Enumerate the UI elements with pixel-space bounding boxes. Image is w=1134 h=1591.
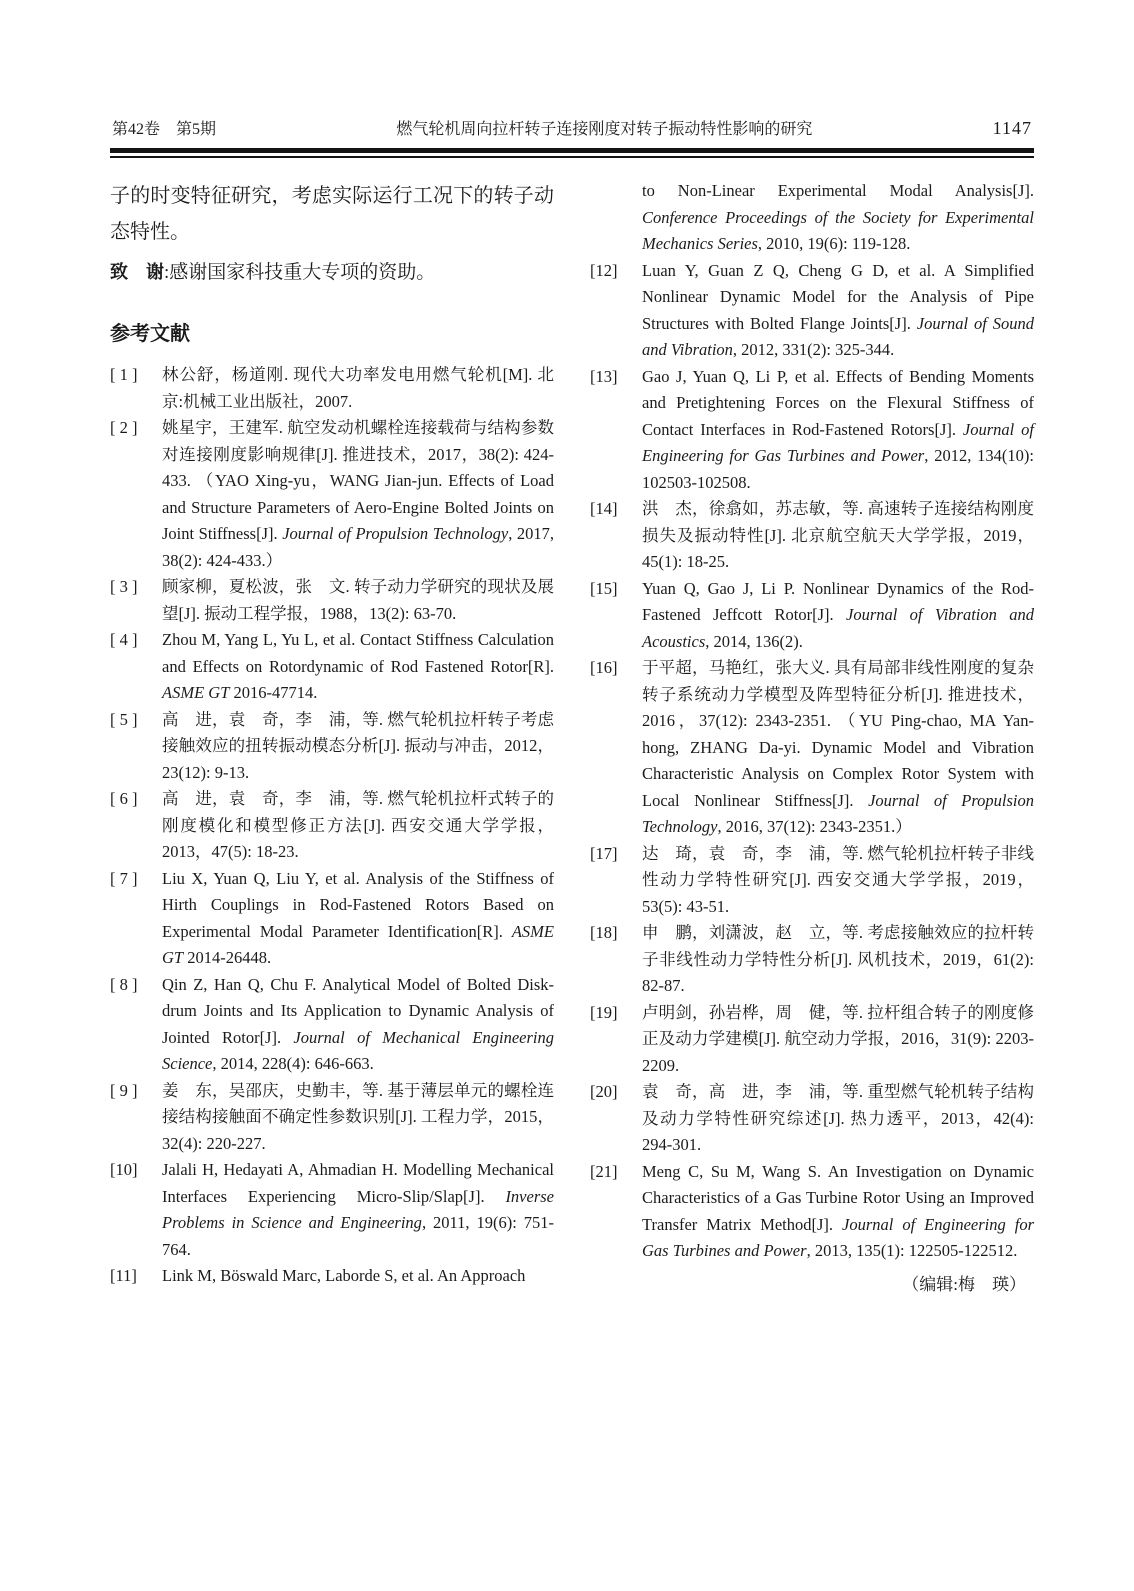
reference-label: [21] <box>590 1161 618 1181</box>
reference-text: Link M, Böswald Marc, Laborde S, et al. An Approach <box>162 1266 526 1285</box>
reference-text: 于平超，马艳红，张大义. 具有局部非线性刚度的复杂转子系统动力学模型及阵型特征分析[J]. 推进技术，2016，37(12): 2343-2351. （YU Ping-chao, MA Yan-hong, ZHANG Da-yi. Dynamic Model and Vibration Characteristic Analysis on Complex Rotor System with Local Nonlinear Stiffness[J]. Journal of Propulsion Technology, 2016, 37(12): 2343-2351.） <box>642 658 1034 836</box>
body-paragraph: 子的时变特征研究，考虑实际运行工况下的转子动态特性。 <box>110 185 554 243</box>
two-column-body <box>110 178 1034 1298</box>
reference-label: [ 8 ] <box>110 974 138 994</box>
reference-text: Jalali H, Hedayati A, Ahmadian H. Modelling Mechanical Interfaces Experiencing Micro-Slip/Slap[J]. Inverse Problems in Science and Engineering, 2011, 19(6): 751-764. <box>162 1160 554 1259</box>
reference-text: 高 进，袁 奇，李 浦，等. 燃气轮机拉杆转子考虑接触效应的扭转振动模态分析[J]. 振动与冲击，2012，23(12): 9-13. <box>162 709 554 782</box>
reference-label <box>590 178 642 258</box>
reference-label: [ 3 ] <box>110 577 138 596</box>
reference-label: [ 7 ] <box>110 868 138 888</box>
acknowledgement <box>110 254 554 291</box>
reference-item <box>590 576 1034 656</box>
reference-text: Yuan Q, Gao J, Li P. Nonlinear Dynamics of the Rod-Fastened Jeffcott Rotor[J]. Journal of Vibration and Acoustics, 2014, 136(2). <box>642 578 1034 651</box>
reference-text: 卢明剑，孙岩桦，周 健，等. 拉杆组合转子的刚度修正及动力学建模[J]. 航空动力学报，2016，31(9): 2203-2209. <box>642 1002 1034 1075</box>
reference-label: [18] <box>590 923 618 942</box>
reference-text: Liu X, Yuan Q, Liu Y, et al. Analysis of the Stiffness of Hirth Couplings in Rod-Fastened Rotors Based on Experimental Modal Parameter Identification[R]. ASME GT 2014-26448. <box>162 868 554 967</box>
running-title: 燃气轮机周向拉杆转子连接刚度对转子振动特性影响的研究 <box>396 121 813 138</box>
reference-text: 高 进，袁 奇，李 浦，等. 燃气轮机拉杆式转子的刚度模化和模型修正方法[J]. 西安交通大学学报，2013，47(5): 18-23. <box>162 789 554 861</box>
reference-text: 姜 东，吴邵庆，史勤丰，等. 基于薄层单元的螺栓连接结构接触面不确定性参数识别[J]. 工程力学，2015，32(4): 220-227. <box>162 1080 554 1153</box>
reference-label: [20] <box>590 1082 618 1101</box>
reference-label: [ 4 ] <box>110 630 138 649</box>
reference-text: Qin Z, Han Q, Chu F. Analytical Model of Bolted Disk-drum Joints and Its Application to Dynamic Analysis of Jointed Rotor[J]. Journal of Mechanical Engineering Science, 2014, 228(4): 646-663. <box>162 974 554 1073</box>
references-heading: 参考文献 <box>110 323 190 345</box>
reference-item <box>110 1263 554 1290</box>
acknowledgement-label: 致 谢 <box>110 262 164 282</box>
reference-text: Luan Y, Guan Z Q, Cheng G D, et al. A Simplified Nonlinear Dynamic Model for the Analysis of Pipe Structures with Bolted Flange Joints[J]. Journal of Sound and Vibration, 2012, 331(2): 325-344. <box>642 260 1034 359</box>
reference-item <box>110 707 554 787</box>
reference-label: [ 9 ] <box>110 1080 138 1100</box>
reference-item <box>590 1159 1034 1265</box>
reference-item <box>590 655 1034 841</box>
reference-text: 达 琦，袁 奇，李 浦，等. 燃气轮机拉杆转子非线性动力学特性研究[J]. 西安交通大学学报，2019，53(5): 43-51. <box>642 843 1034 916</box>
reference-text: Zhou M, Yang L, Yu L, et al. Contact Stiffness Calculation and Effects on Rotordynamic of Rod Fastened Rotor[R]. ASME GT 2016-47714. <box>162 630 554 702</box>
reference-text: 袁 奇，高 进，李 浦，等. 重型燃气轮机转子结构及动力学特性研究综述[J]. 热力透平，2013，42(4): 294-301. <box>642 1082 1034 1154</box>
reference-label: [ 2 ] <box>110 418 138 437</box>
page-number: 1147 <box>992 118 1032 138</box>
volume-issue: 第42卷 第5期 <box>112 121 217 138</box>
reference-text: 林公舒，杨道刚. 现代大功率发电用燃气轮机[M]. 北京:机械工业出版社，2007. <box>162 365 554 411</box>
reference-text: 顾家柳，夏松波，张 文. 转子动力学研究的现状及展望[J]. 振动工程学报，1988，13(2): 63-70. <box>162 577 554 623</box>
reference-item <box>110 1078 554 1158</box>
reference-label: [12] <box>590 260 618 280</box>
reference-item <box>110 415 554 574</box>
reference-text: Gao J, Yuan Q, Li P, et al. Effects of Bending Moments and Pretightening Forces on the Flexural Stiffness of Contact Interfaces in Rod-Fastened Rotors[J]. Journal of Engineering for Gas Turbines and Power, 2012, 134(10): 102503-102508. <box>642 366 1034 492</box>
editor-note: （编辑:梅 瑛） <box>902 1274 1026 1294</box>
reference-item <box>110 362 554 415</box>
reference-label: [11] <box>110 1266 137 1285</box>
reference-item <box>110 574 554 627</box>
reference-text: Meng C, Su M, Wang S. An Investigation on Dynamic Characteristics of a Gas Turbine Rotor Using an Improved Transfer Matrix Method[J]. Journal of Engineering for Gas Turbines and Power, 2013, 135(1): 122505-122512. <box>642 1161 1034 1260</box>
reference-label: [ 5 ] <box>110 709 138 729</box>
reference-item <box>590 920 1034 1000</box>
acknowledgement-text: :感谢国家科技重大专项的资助。 <box>164 262 436 283</box>
reference-list-left <box>110 362 554 1290</box>
reference-label: [15] <box>590 578 618 598</box>
reference-item <box>590 364 1034 497</box>
reference-item <box>590 841 1034 921</box>
reference-label: [ 1 ] <box>110 365 138 384</box>
reference-item <box>590 258 1034 364</box>
header-rule-thin <box>110 156 1034 158</box>
reference-list-right <box>590 178 1034 1265</box>
reference-item <box>110 786 554 866</box>
reference-item <box>110 972 554 1078</box>
header-rule-thick <box>110 148 1034 153</box>
reference-item <box>590 1000 1034 1080</box>
reference-text: 申 鹏，刘潇波，赵 立，等. 考虑接触效应的拉杆转子非线性动力学特性分析[J]. 风机技术，2019，61(2): 82-87. <box>642 923 1034 995</box>
page-content <box>110 116 1034 1298</box>
reference-item <box>590 1079 1034 1159</box>
reference-text: to Non-Linear Experimental Modal Analysis[J]. Conference Proceedings of the Society for Experimental Mechanics Series, 2010, 19(6): 119-128. <box>642 181 1034 253</box>
right-column <box>590 178 1034 1298</box>
reference-label: [13] <box>590 366 618 386</box>
reference-item <box>590 496 1034 576</box>
reference-item <box>110 1157 554 1263</box>
reference-text: 姚星宇，王建军. 航空发动机螺栓连接载荷与结构参数对连接刚度影响规律[J]. 推进技术，2017，38(2): 424-433. （YAO Xing-yu，WANG Jian-jun. Effects of Load and Structure Parameters of Aero-Engine Bolted Joints on Joint Stiffness[J]. Journal of Propulsion Technology, 2017, 38(2): 424-433.） <box>162 418 555 570</box>
reference-item <box>110 627 554 707</box>
reference-label: [16] <box>590 658 618 677</box>
reference-label: [ 6 ] <box>110 789 138 808</box>
reference-item <box>110 866 554 972</box>
reference-label: [17] <box>590 843 618 863</box>
running-header <box>110 116 1034 139</box>
reference-label: [19] <box>590 1002 618 1022</box>
reference-label: [10] <box>110 1160 138 1179</box>
reference-text: 洪 杰，徐翕如，苏志敏，等. 高速转子连接结构刚度损失及振动特性[J]. 北京航空航天大学学报，2019，45(1): 18-25. <box>642 499 1034 571</box>
reference-label: [14] <box>590 499 618 518</box>
reference-continuation <box>590 178 1034 258</box>
left-column <box>110 178 554 1298</box>
